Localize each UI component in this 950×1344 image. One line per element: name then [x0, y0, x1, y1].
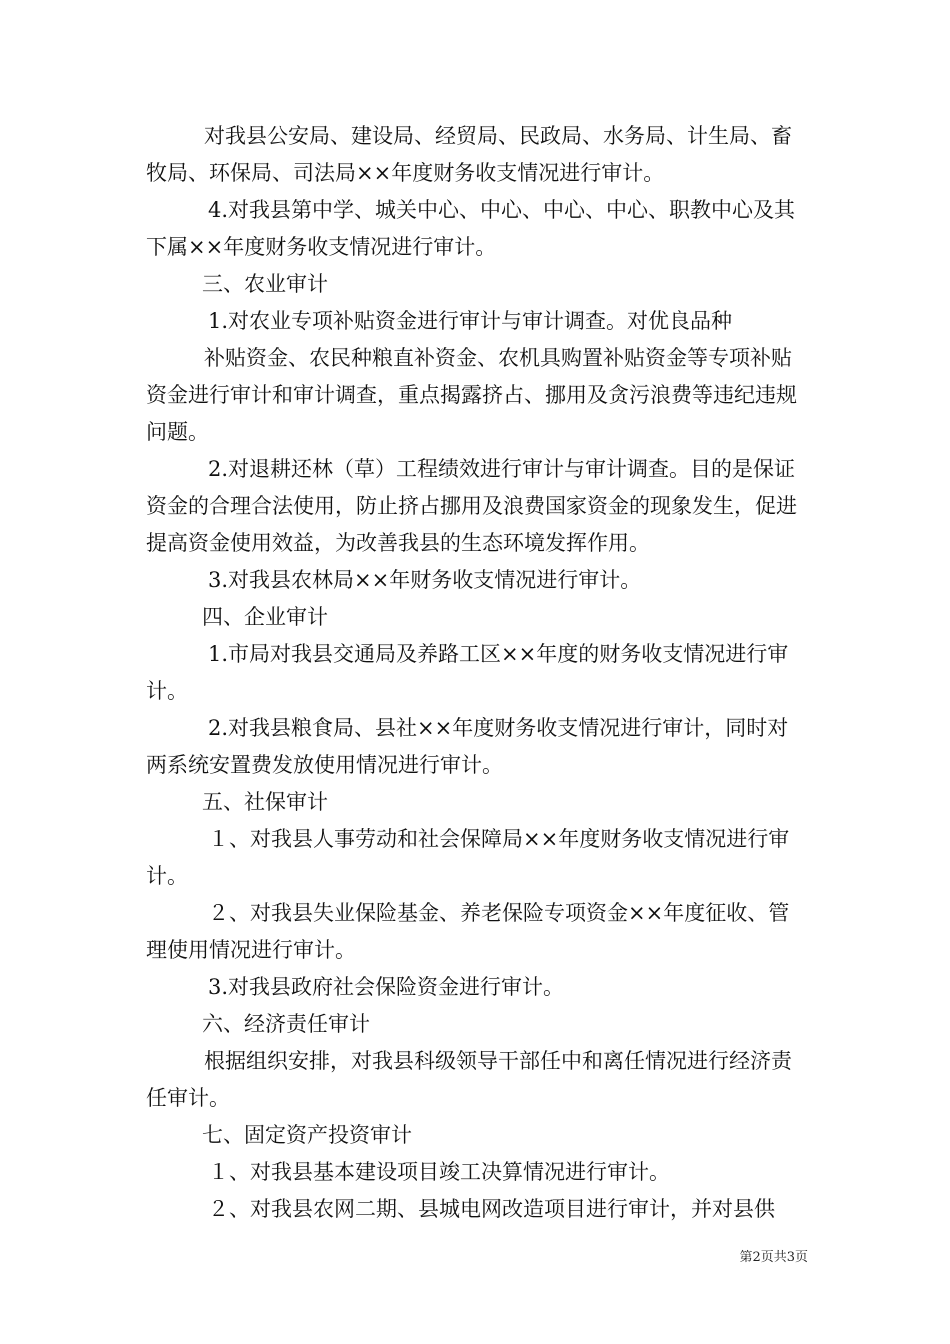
paragraph: 4.对我县第中学、城关中心、中心、中心、中心、职教中心及其下属××年度财务收支情况进行审计。	[146, 198, 796, 259]
paragraph: 根据组织安排，对我县科级领导干部任中和离任情况进行经济责任审计。	[146, 1049, 792, 1110]
paragraph: 3.对我县政府社会保险资金进行审计。	[208, 975, 565, 999]
section-heading: 三、农业审计	[202, 272, 328, 296]
paragraph: 3.对我县农林局××年财务收支情况进行审计。	[208, 568, 642, 592]
section-heading: 七、固定资产投资审计	[202, 1123, 412, 1147]
section-heading: 四、企业审计	[202, 605, 328, 629]
page-footer: 第2页共3页	[739, 1250, 808, 1265]
paragraph: 2.对我县粮食局、县社××年度财务收支情况进行审计，同时对两系统安置费发放使用情况进行审计。	[146, 716, 789, 777]
paragraph: ２、对我县农网二期、县城电网改造项目进行审计，并对县供	[208, 1197, 775, 1221]
paragraph: 2.对退耕还林（草）工程绩效进行审计与审计调查。目的是保证资金的合理合法使用，防止挤占挪用及浪费国家资金的现象发生，促进提高资金使用效益，为改善我县的生态环境发挥作用。	[146, 457, 797, 555]
paragraph: 1.对农业专项补贴资金进行审计与审计调查。对优良品种	[208, 309, 733, 333]
paragraph: 补贴资金、农民种粮直补资金、农机具购置补贴资金等专项补贴资金进行审计和审计调查，重点揭露挤占、挪用及贪污浪费等违纪违规问题。	[146, 346, 797, 444]
paragraph: ２、对我县失业保险基金、养老保险专项资金××年度征收、管理使用情况进行审计。	[146, 901, 790, 962]
paragraph: １、对我县基本建设项目竣工决算情况进行审计。	[208, 1160, 670, 1184]
section-heading: 五、社保审计	[202, 790, 328, 814]
paragraph: 1.市局对我县交通局及养路工区××年度的财务收支情况进行审计。	[146, 642, 789, 703]
document-body	[146, 118, 808, 1228]
paragraph: 对我县公安局、建设局、经贸局、民政局、水务局、计生局、畜牧局、环保局、司法局××年度财务收支情况进行审计。	[146, 124, 792, 185]
paragraph: １、对我县人事劳动和社会保障局××年度财务收支情况进行审计。	[146, 827, 790, 888]
section-heading: 六、经济责任审计	[202, 1012, 370, 1036]
